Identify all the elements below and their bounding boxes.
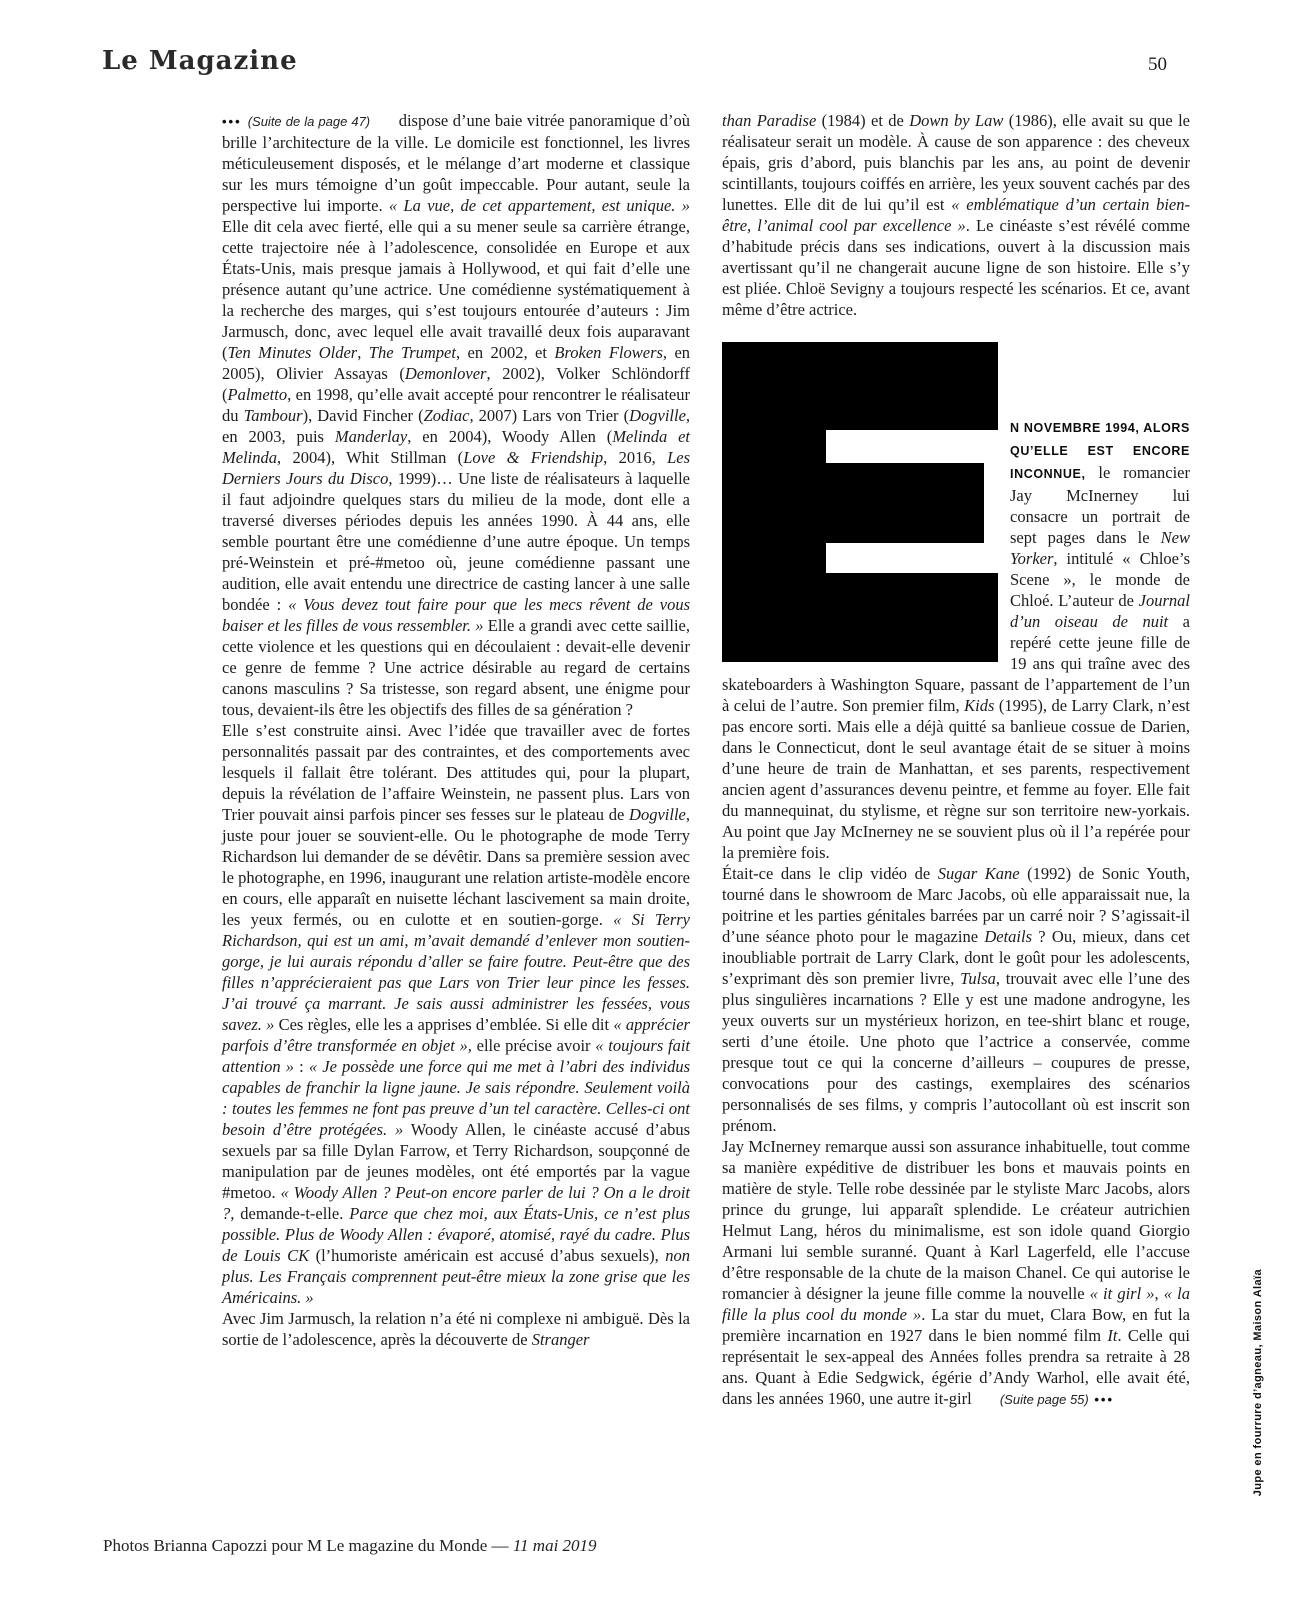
- text-run: (1992) de Sonic Youth, tourné dans le showroom de Marc Jacobs, où elle apparaissait nue, la poitrine et les parties génitales barrées par un carré noir ? S’agissait-il d’une séance photo pour le magazine: [722, 864, 1191, 946]
- text-run: , 2004), Whit Stillman (: [277, 448, 464, 467]
- right-column: [722, 110, 1190, 1410]
- text-run: Palmetto: [227, 385, 288, 404]
- body-paragraph: [722, 1136, 1190, 1410]
- text-run: , en 2002, et: [455, 343, 555, 362]
- text-run: « emblématique d’un certain bien-être, l’animal cool par excellence »: [722, 195, 1190, 235]
- text-run: Avec Jim Jarmusch, la relation n’a été ni complexe ni ambiguë. Dès la sortie de l’adolescence, après la découverte de: [222, 1309, 690, 1349]
- text-run: •••: [1088, 1392, 1115, 1407]
- text-run: Elle dit cela avec fierté, elle qui a su mener seule sa carrière étrange, cette trajectoire née à l’adolescence, consolidée en Europe et aux États-Unis, mais presque jamais à Hollywood, et qui fait d’elle une présence autant qu’une actrice. Une comédienne systématiquement à la recherche des marges, qui s’est toujours entourée d’auteurs : Jim Jarmusch, donc, avec lequel elle avait travaillé deux fois auparavant (: [222, 217, 690, 362]
- text-run: It: [1107, 1326, 1118, 1345]
- text-run: 11 mai 2019: [512, 1536, 597, 1555]
- text-run: Parce que chez moi, aux États-Unis, ce n’est plus possible. Plus de Woody Allen : évaporé, atomisé, rayé du cadre. Plus de Louis CK: [222, 1204, 690, 1265]
- text-run: (1986), elle avait su que le réalisateur serait un modèle. À cause de son apparence : des cheveux épais, gris d’abord, puis blanchis par les ans, au point de devenir scintillants, toujours coiffés en arrière, les yeux souvent cachés par des lunettes. Elle dit de lui qu’il est: [722, 111, 1190, 214]
- text-run: Était-ce dans le clip vidéo de: [722, 864, 938, 883]
- text-run: « Woody Allen ? Peut-on encore parler de lui ? On a le droit ?,: [222, 1183, 690, 1223]
- text-run: , trouvait avec elle l’une des plus singulières incarnations ? Elle y est une madone androgyne, les yeux ouverts sur un mystérieux horizon, en tee-shirt blanc et rouge, serti d’une étoile. Une photo que l’actrice a conservée, comme presque tout ce qui la concerne d’ailleurs – coupures de presse, convocations pour des castings, exemplaires des scénarios personnalisés de ses films, y compris l’autocollant où est inscrit son prénom.: [722, 969, 1190, 1135]
- text-run: (Suite de la page 47): [247, 114, 371, 129]
- text-run: ,: [357, 343, 369, 362]
- right-column-bottom: [722, 863, 1190, 1410]
- body-paragraph: [222, 720, 690, 1308]
- text-run: . La star du muet, Clara Bow, en fut la première incarnation en 1927 dans le bien nommé film: [722, 1305, 1191, 1345]
- text-run: Melinda et Melinda: [222, 427, 690, 467]
- text-run: Dogville: [629, 406, 686, 425]
- body-paragraph: [722, 863, 1190, 1136]
- text-run: , en 2005), Olivier Assayas (: [222, 343, 691, 383]
- text-run: non plus. Les Français comprennent peut-être mieux la zone grise que les Américains. »: [222, 1246, 690, 1307]
- text-run: , 1999)… Une liste de réalisateurs à laquelle il faut adjoindre quelques stars du milieu de la mode, dont elle a traversé diverses périodes depuis les années 1990. À 44 ans, elle semble pourtant être une comédienne d’une autre époque. Un temps pré-Weinstein et pré-#metoo où, jeune comédienne passant une audition, elle avait entendu une directrice de casting lancer à une salle bondée :: [222, 469, 691, 614]
- text-run: ? Ou, mieux, dans cet inoubliable portrait de Larry Clark, dont le goût pour les adolescents, s’exprimant dès son premier livre,: [722, 927, 1190, 988]
- text-run: Tulsa: [960, 969, 996, 988]
- text-run: , en 1998, qu’elle avait accepté pour rencontrer le réalisateur du: [222, 385, 690, 425]
- text-run: , juste pour jouer se souvient-elle. Ou le photographe de mode Terry Richardson lui demander de se dévêtir. Dans sa première session avec le photographe, en 1996, inaugurant une relation artiste-modèle encore en cours, elle apparaît en nuisette léchant lascivement sa main droite, les yeux fermés, ou en culotte et en soutien-gorge.: [222, 805, 690, 929]
- text-run: (Suite page 55): [999, 1392, 1089, 1407]
- text-run: Ten Minutes Older: [227, 343, 358, 362]
- text-run: Elle s’est construite ainsi. Avec l’idée que travailler avec de fortes personnalités passait par des contraintes, et des comportements avec lesquels il fallait être tolérant. Des attitudes qui, pour la plupart, depuis la révélation de l’affaire Weinstein, ne passent plus. Lars von Trier pouvait ainsi parfois pincer ses fesses sur le plateau de: [222, 721, 690, 824]
- text-run: (1984) et de: [816, 111, 910, 130]
- body-paragraph: [222, 1308, 690, 1350]
- text-run: Zodiac: [423, 406, 470, 425]
- text-run: ,: [1154, 1284, 1164, 1303]
- text-run: , elle précise avoir: [467, 1036, 596, 1055]
- text-run: le romancier Jay McInerney lui consacre un portrait de sept pages dans le: [1010, 463, 1190, 547]
- text-run: Jay McInerney remarque aussi son assurance inhabituelle, tout comme sa manière expéditive de distribuer les bons et mauvais points en matière de style. Telle robe dessinée par le styliste Marc Jacobs, alors prince du grunge, lui apparaît splendide. Le créateur autrichien Helmut Lang, héros du minimalisme, est son idole quand Giorgio Armani lui semble suranné. Quant à Karl Lagerfeld, elle l’accuse d’être responsable de la chute de la maison Chanel. Ce qui autorise le romancier à désigner la jeune fille comme la nouvelle: [722, 1137, 1190, 1303]
- text-run: than Paradise: [722, 111, 817, 130]
- text-run: •••: [222, 114, 248, 129]
- text-run: (l’humoriste américain est accusé d’abus sexuels),: [309, 1246, 666, 1265]
- body-paragraph: [222, 110, 690, 720]
- page-number: 50: [1148, 54, 1167, 75]
- photo-credit-caption: Jupe en fourrure d’agneau, Maison Alaïa: [1252, 1268, 1264, 1496]
- body-paragraph: [722, 110, 1190, 320]
- text-run: Journal d’un oiseau de nuit: [1010, 591, 1190, 631]
- text-run: Tambour: [243, 406, 303, 425]
- text-run: « La vue, de cet appartement, est unique. »: [388, 196, 690, 215]
- dropcap-section: [722, 320, 1190, 863]
- text-run: Down by Law: [909, 111, 1004, 130]
- text-run: :: [294, 1057, 309, 1076]
- text-run: « la fille la plus cool du monde »: [722, 1284, 1190, 1324]
- text-run: Stranger: [531, 1330, 590, 1349]
- text-run: « toujours fait attention »: [222, 1036, 690, 1076]
- text-run: , 2016,: [603, 448, 668, 467]
- text-run: . Le cinéaste s’est révélé comme d’habitude précis dans ses indications, ouvert à la discussion mais avertissant qu’il ne changerait aucune ligne de son histoire. Elle s’y est pliée. Chloë Sevigny a toujours respecté les scénarios. Et ce, avant même d’être actrice.: [722, 216, 1190, 319]
- text-run: « it girl »: [1089, 1284, 1155, 1303]
- text-run: Photos Brianna Capozzi pour M Le magazine du Monde —: [103, 1536, 513, 1555]
- text-run: , 2002), Volker Schlöndorff (: [222, 364, 690, 404]
- footer-credit: [103, 1536, 597, 1556]
- text-run: , en 2004), Woody Allen (: [407, 427, 613, 446]
- magazine-masthead: Le Magazine: [102, 46, 298, 76]
- text-run: « Je possède une force qui me met à l’abri des individus capables de franchir la ligne jaune. Je sais répondre. Seulement voilà : toutes les femmes ne font pas preuve d’un tel caractère. Celles-ci ont besoin d’être protégées. »: [222, 1057, 690, 1139]
- text-run: demande-t-elle.: [234, 1204, 350, 1223]
- text-run: Demonlover: [404, 364, 487, 383]
- text-run: Sugar Kane: [937, 864, 1020, 883]
- text-run: Broken Flowers: [554, 343, 663, 362]
- text-run: , 2007) Lars von Trier (: [469, 406, 630, 425]
- text-run: a repéré cette jeune fille de 19 ans qui traîne avec des skateboarders à Washington Square, passant de l’appartement de l’un à celui de l’autre. Son premier film,: [722, 612, 1190, 715]
- left-column: [222, 110, 690, 1350]
- text-run: The Trumpet: [368, 343, 456, 362]
- text-run: N NOVEMBRE 1994, ALORS QU’ELLE EST ENCORE INCONNUE,: [1010, 421, 1190, 481]
- text-run: Les Derniers Jours du Disco: [222, 448, 691, 488]
- text-run: ), David Fincher (: [302, 406, 424, 425]
- text-run: . Celle qui représentait le sex-appeal des Années folles prendra sa retraite à 28 ans. Quant à Edie Sedgwick, égérie d’Andy Warhol, elle avait été, dans les années 1960, une autre it-girl: [722, 1326, 1191, 1408]
- text-run: Manderlay: [334, 427, 408, 446]
- text-run: « Vous devez tout faire pour que les mecs rêvent de vous baiser et les filles de vous ressembler. »: [222, 595, 691, 635]
- text-run: (1995), de Larry Clark, n’est pas encore sorti. Mais elle a déjà quitté sa banlieue cossue de Darien, dans le Connecticut, dont le seul avantage était de se situer à moins d’une heure de train de Manhattan, et ses parents, respectivement ancien agent d’assurances devenu peintre, et femme au foyer. Elle fait du mannequinat, du stylisme, et règne sur son territoire new-yorkais. Au point que Jay McInerney ne se souvient plus où il l’a repérée pour la première fois.: [722, 696, 1191, 862]
- text-run: Ces règles, elle les a apprises d’emblée. Si elle dit: [274, 1015, 614, 1034]
- text-run: « Si Terry Richardson, qui est un ami, m’avait demandé d’enlever mon soutien-gorge, je lui aurais répondu d’aller se faire foutre. Peut-être que des filles n’apprécieraient pas que Lars von Trier leur pince les fesses. J’ai trouvé ça marrant. Je sais aussi administrer les fessées, vous savez. »: [222, 910, 690, 1034]
- text-run: « apprécier parfois d’être transformée en objet »: [222, 1015, 690, 1055]
- text-run: Woody Allen, le cinéaste accusé d’abus sexuels par sa fille Dylan Farrow, et Terry Richardson, soupçonné de manipulation par de jeunes modèles, ont été emportés par la vague #metoo.: [222, 1120, 690, 1202]
- article-body: [222, 110, 1190, 1410]
- text-run: dispose d’une baie vitrée panoramique d’où brille l’architecture de la ville. Le domicile est fonctionnel, les livres méticuleusement disposés, et le mélange d’art moderne et classique sur les murs témoigne d’un goût impeccable. Pour autant, seule la perspective lui importe.: [222, 111, 690, 215]
- text-run: New Yorker: [1010, 528, 1190, 568]
- dropcap-letter-E: [722, 342, 998, 662]
- dropcap-E-glyph: [722, 342, 998, 662]
- text-run: , en 2003, puis: [222, 406, 691, 446]
- text-run: Elle a grandi avec cette saillie, cette violence et les questions qui en découlaient : devait-elle devenir ce genre de femme ? Une actrice désirable au regard de certains canons masculins ? Sa tristesse, son regard absent, une énigme pour tous, devaient-ils être les objectifs des filles de sa génération ?: [222, 616, 691, 719]
- text-run: Kids: [964, 696, 995, 715]
- text-run: Dogville: [629, 805, 686, 824]
- text-run: Love & Friendship: [463, 448, 604, 467]
- right-column-top: [722, 110, 1190, 320]
- text-run: Details: [984, 927, 1032, 946]
- text-run: , intitulé « Chloe’s Scene », le monde de Chloé. L’auteur de: [1010, 549, 1190, 610]
